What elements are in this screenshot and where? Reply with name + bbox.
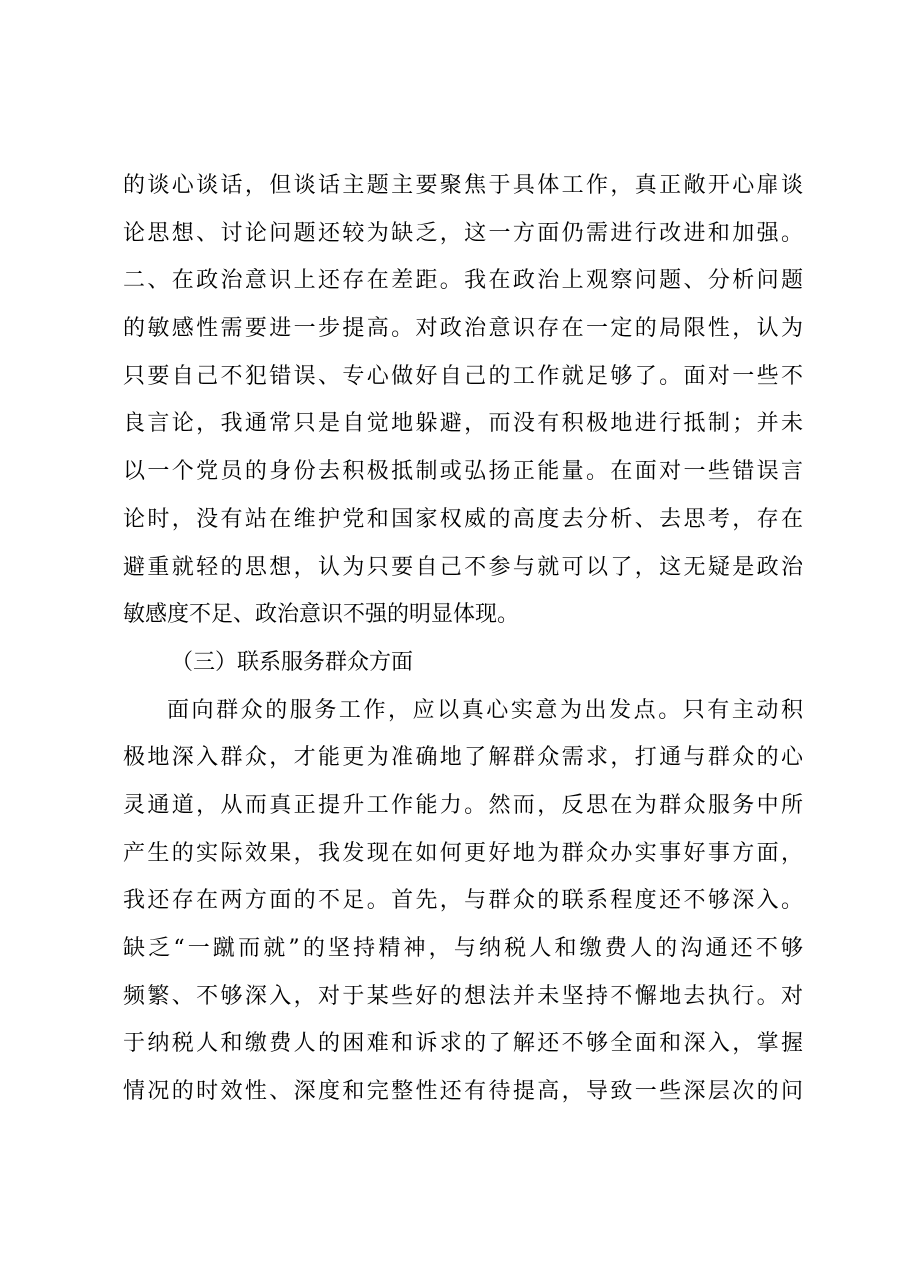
body-text <box>123 162 803 1116</box>
text-line: 二、在政治意识上还存在差距。我在政治上观察问题、分析问题 <box>123 268 803 294</box>
text-line: 避重就轻的思想，认为只要自己不参与就可以了，这无疑是政治 <box>123 554 803 580</box>
text-line: 我还存在两方面的不足。首先，与群众的联系程度还不够深入。 <box>123 888 803 914</box>
text-line: 只要自己不犯错误、专心做好自己的工作就足够了。面对一些不 <box>123 363 803 389</box>
text-line: 缺乏“一蹴而就”的坚持精神，与纳税人和缴费人的沟通还不够 <box>123 936 803 961</box>
text-line: 灵通道，从而真正提升工作能力。然而，反思在为群众服务中所 <box>123 792 803 818</box>
text-line: 面向群众的服务工作，应以真心实意为出发点。只有主动积 <box>167 697 803 723</box>
text-line: 良言论，我通常只是自觉地躲避，而没有积极地进行抵制；并未 <box>123 411 803 437</box>
text-line: 情况的时效性、深度和完整性还有待提高，导致一些深层次的问 <box>123 1079 803 1105</box>
text-line: 敏感度不足、政治意识不强的明显体现。 <box>123 602 520 628</box>
text-line: 极地深入群众，才能更为准确地了解群众需求，打通与群众的心 <box>123 745 803 771</box>
text-line: 的敏感性需要进一步提高。对政治意识存在一定的局限性，认为 <box>123 316 803 342</box>
text-line: 的谈心谈话，但谈话主题主要聚焦于具体工作，真正敞开心扉谈 <box>123 173 803 198</box>
text-line: 论时，没有站在维护党和国家权威的高度去分析、去思考，存在 <box>123 506 803 532</box>
text-line: 产生的实际效果，我发现在如何更好地为群众办实事好事方面， <box>123 840 803 866</box>
text-line: 于纳税人和缴费人的困难和诉求的了解还不够全面和深入，掌握 <box>123 1031 803 1057</box>
text-line: 论思想、讨论问题还较为缺乏，这一方面仍需进行改进和加强。 <box>123 220 803 246</box>
text-line: 以一个党员的身份去积极抵制或弘扬正能量。在面对一些错误言 <box>123 459 803 485</box>
section-heading: （三）联系服务群众方面 <box>171 649 414 675</box>
text-line: 频繁、不够深入，对于某些好的想法并未坚持不懈地去执行。对 <box>123 983 803 1009</box>
